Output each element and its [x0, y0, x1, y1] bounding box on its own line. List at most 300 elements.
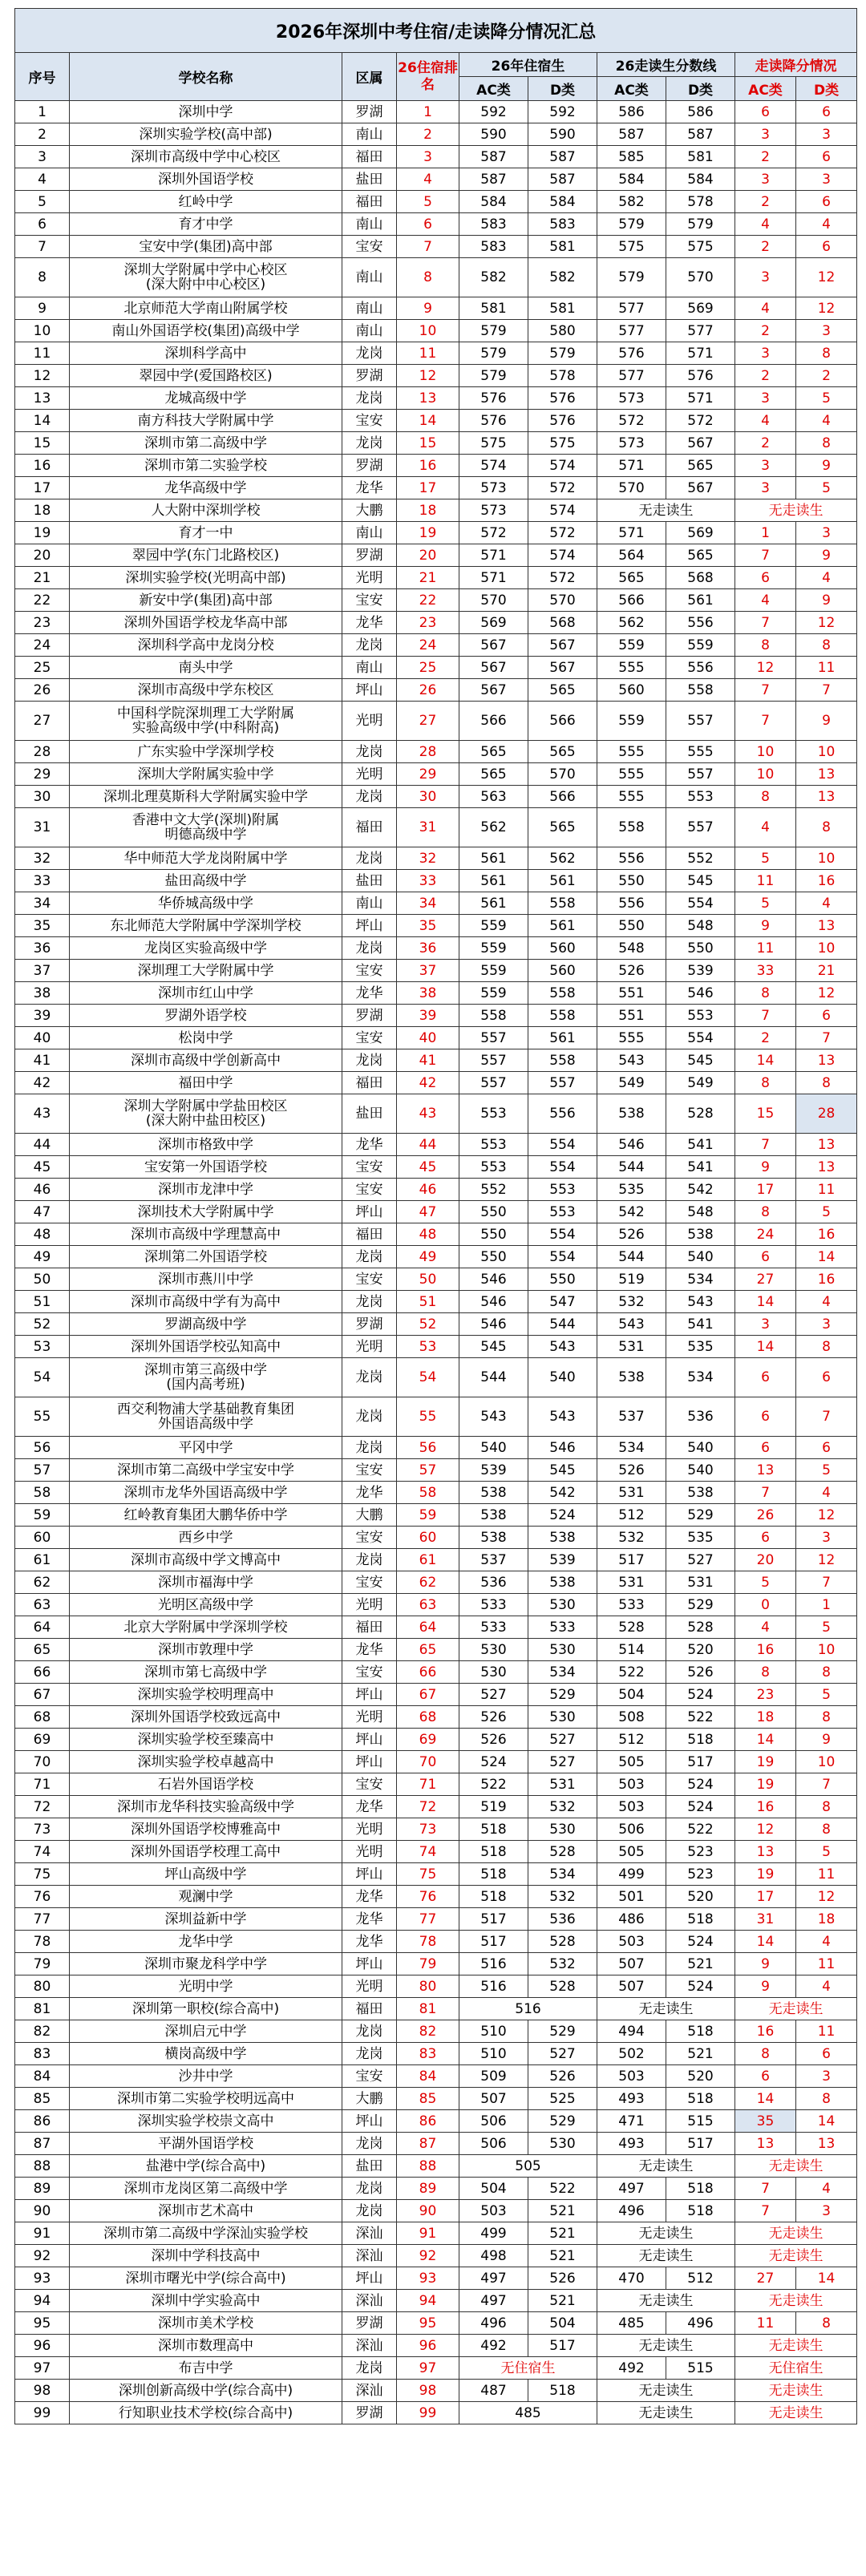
day-d: 496 — [666, 2312, 735, 2335]
day-d: 561 — [666, 589, 735, 612]
rank: 25 — [397, 657, 459, 679]
school-name: 深圳市敦理中学 — [70, 1639, 342, 1661]
school-name: 深圳实验学校至臻高中 — [70, 1729, 342, 1751]
diff-d: 4 — [796, 1975, 857, 1998]
boarding-d: 558 — [528, 982, 597, 1005]
school-name: 西乡中学 — [70, 1527, 342, 1549]
diff-d: 12 — [796, 297, 857, 320]
day-ac: 532 — [597, 1527, 666, 1549]
boarding-d: 554 — [528, 1134, 597, 1156]
diff-ac: 2 — [735, 1027, 796, 1049]
boarding-d: 528 — [528, 1931, 597, 1953]
day-d: 554 — [666, 1027, 735, 1049]
diff-ac: 3 — [735, 477, 796, 499]
school-name: 深圳市龙华科技实验高级中学 — [70, 1796, 342, 1818]
boarding-ac: 507 — [459, 2088, 528, 2110]
boarding-ac: 518 — [459, 1886, 528, 1908]
school-name: 深圳市格致中学 — [70, 1134, 342, 1156]
day-ac: 555 — [597, 657, 666, 679]
row-index: 47 — [15, 1201, 70, 1223]
day-d: 540 — [666, 1459, 735, 1482]
district: 宝安 — [342, 1571, 397, 1594]
table-row — [15, 567, 857, 589]
table-row — [15, 960, 857, 982]
school-name: 盐田高级中学 — [70, 870, 342, 892]
diff-ac: 6 — [735, 567, 796, 589]
day-ac: 526 — [597, 1459, 666, 1482]
boarding-ac: 506 — [459, 2110, 528, 2133]
boarding-d: 528 — [528, 1975, 597, 1998]
diff-ac: 6 — [735, 1397, 796, 1437]
diff-ac: 3 — [735, 258, 796, 297]
district: 龙岗 — [342, 2200, 397, 2222]
rank: 2 — [397, 123, 459, 146]
boarding-ac: 518 — [459, 1841, 528, 1863]
school-name: 中国科学院深圳理工大学附属 实验高级中学(中科附高) — [70, 702, 342, 741]
boarding-d: 546 — [528, 1437, 597, 1459]
row-index: 92 — [15, 2245, 70, 2267]
rank: 7 — [397, 236, 459, 258]
school-name: 深圳科学高中龙岗分校 — [70, 634, 342, 657]
day-ac: 550 — [597, 870, 666, 892]
boarding-ac: 506 — [459, 2133, 528, 2155]
district: 深汕 — [342, 2335, 397, 2357]
day-d: 565 — [666, 455, 735, 477]
rank: 55 — [397, 1397, 459, 1437]
diff-d: 13 — [796, 1156, 857, 1179]
diff-ac: 7 — [735, 2200, 796, 2222]
row-index: 40 — [15, 1027, 70, 1049]
boarding-ac: 553 — [459, 1134, 528, 1156]
diff-d: 10 — [796, 741, 857, 763]
table-row — [15, 455, 857, 477]
diff-d: 7 — [796, 1027, 857, 1049]
boarding-ac: 559 — [459, 982, 528, 1005]
school-name: 深圳市高级中学中心校区 — [70, 146, 342, 168]
rank: 95 — [397, 2312, 459, 2335]
boarding-ac: 509 — [459, 2065, 528, 2088]
school-name: 深圳外国语学校 — [70, 168, 342, 191]
diff-ac: 无走读生 — [735, 2335, 857, 2357]
diff-d: 8 — [796, 808, 857, 847]
row-index: 67 — [15, 1684, 70, 1706]
district: 龙华 — [342, 1886, 397, 1908]
rank: 5 — [397, 191, 459, 213]
boarding-ac: 510 — [459, 2020, 528, 2043]
row-index: 1 — [15, 101, 70, 123]
diff-d: 6 — [796, 2043, 857, 2065]
diff-d: 11 — [796, 1863, 857, 1886]
header-day-d: D类 — [666, 77, 735, 101]
day-d: 531 — [666, 1571, 735, 1594]
table-row — [15, 1931, 857, 1953]
table-row — [15, 634, 857, 657]
table-row — [15, 123, 857, 146]
boarding-ac: 559 — [459, 937, 528, 960]
table-row — [15, 763, 857, 786]
day-ac: 504 — [597, 1684, 666, 1706]
table-row — [15, 1684, 857, 1706]
day-d: 584 — [666, 168, 735, 191]
row-index: 31 — [15, 808, 70, 847]
district: 南山 — [342, 258, 397, 297]
day-ac: 507 — [597, 1975, 666, 1998]
boarding-d: 544 — [528, 1313, 597, 1336]
school-name: 福田中学 — [70, 1072, 342, 1094]
day-d: 569 — [666, 522, 735, 544]
school-name: 人大附中深圳学校 — [70, 499, 342, 522]
school-name: 深圳外国语学校理工高中 — [70, 1841, 342, 1863]
diff-ac: 无走读生 — [735, 2245, 857, 2267]
table-row — [15, 146, 857, 168]
boarding-ac: 496 — [459, 2312, 528, 2335]
district: 龙岗 — [342, 387, 397, 410]
row-index: 6 — [15, 213, 70, 236]
diff-ac: 3 — [735, 168, 796, 191]
day-d: 541 — [666, 1156, 735, 1179]
district: 坪山 — [342, 2110, 397, 2133]
boarding-d: 556 — [528, 1094, 597, 1134]
row-index: 72 — [15, 1796, 70, 1818]
day-d: 524 — [666, 1684, 735, 1706]
diff-d: 14 — [796, 2267, 857, 2290]
day-d: 568 — [666, 567, 735, 589]
rank: 58 — [397, 1482, 459, 1504]
district: 南山 — [342, 213, 397, 236]
rank: 96 — [397, 2335, 459, 2357]
diff-d: 3 — [796, 168, 857, 191]
diff-ac: 9 — [735, 1953, 796, 1975]
boarding-ac: 546 — [459, 1268, 528, 1291]
school-name: 华侨城高级中学 — [70, 892, 342, 915]
rank: 33 — [397, 870, 459, 892]
rank: 21 — [397, 567, 459, 589]
header-rank: 26住宿排名 — [397, 53, 459, 101]
boarding-ac: 543 — [459, 1397, 528, 1437]
school-name: 深圳益新中学 — [70, 1908, 342, 1931]
school-name: 深圳实验学校(光明高中部) — [70, 567, 342, 589]
day-ac: 549 — [597, 1072, 666, 1094]
district: 龙华 — [342, 1134, 397, 1156]
table-row — [15, 213, 857, 236]
school-name: 行知职业技术学校(综合高中) — [70, 2402, 342, 2424]
row-index: 93 — [15, 2267, 70, 2290]
rank: 61 — [397, 1549, 459, 1571]
boarding-d: 543 — [528, 1336, 597, 1358]
district: 宝安 — [342, 410, 397, 432]
boarding-ac: 497 — [459, 2290, 528, 2312]
boarding-ac: 565 — [459, 763, 528, 786]
table-row — [15, 1616, 857, 1639]
table-row — [15, 1313, 857, 1336]
row-index: 83 — [15, 2043, 70, 2065]
table-row — [15, 937, 857, 960]
table-row — [15, 1094, 857, 1134]
table-row — [15, 1437, 857, 1459]
school-name: 深圳大学附属实验中学 — [70, 763, 342, 786]
row-index: 9 — [15, 297, 70, 320]
rank: 29 — [397, 763, 459, 786]
boarding-d: 554 — [528, 1156, 597, 1179]
day-d: 578 — [666, 191, 735, 213]
rank: 82 — [397, 2020, 459, 2043]
diff-d: 13 — [796, 786, 857, 808]
district: 龙岗 — [342, 2020, 397, 2043]
diff-d: 7 — [796, 1773, 857, 1796]
school-name: 深圳外国语学校弘知高中 — [70, 1336, 342, 1358]
diff-ac: 2 — [735, 365, 796, 387]
day-d: 540 — [666, 1437, 735, 1459]
boarding-ac: 530 — [459, 1661, 528, 1684]
table-row — [15, 1005, 857, 1027]
header-day: 26走读生分数线 — [597, 53, 735, 77]
day-d: 535 — [666, 1527, 735, 1549]
boarding-ac: 544 — [459, 1358, 528, 1397]
rank: 28 — [397, 741, 459, 763]
district: 龙岗 — [342, 342, 397, 365]
row-index: 57 — [15, 1459, 70, 1482]
day-ac: 531 — [597, 1482, 666, 1504]
table-row — [15, 892, 857, 915]
day-d: 535 — [666, 1336, 735, 1358]
day-ac: 544 — [597, 1246, 666, 1268]
boarding-ac: 540 — [459, 1437, 528, 1459]
day-ac: 570 — [597, 477, 666, 499]
school-name: 深圳理工大学附属中学 — [70, 960, 342, 982]
day-ac: 499 — [597, 1863, 666, 1886]
boarding-ac: 517 — [459, 1931, 528, 1953]
header-school: 学校名称 — [70, 53, 342, 101]
school-name: 深圳实验学校(高中部) — [70, 123, 342, 146]
row-index: 41 — [15, 1049, 70, 1072]
school-name: 布吉中学 — [70, 2357, 342, 2380]
diff-ac: 14 — [735, 1336, 796, 1358]
day-d: 548 — [666, 1201, 735, 1223]
rank: 43 — [397, 1094, 459, 1134]
district: 龙岗 — [342, 2357, 397, 2380]
rank: 85 — [397, 2088, 459, 2110]
diff-ac: 14 — [735, 1291, 796, 1313]
row-index: 25 — [15, 657, 70, 679]
row-index: 52 — [15, 1313, 70, 1336]
table-body — [15, 101, 857, 2424]
row-index: 10 — [15, 320, 70, 342]
rank: 15 — [397, 432, 459, 455]
row-index: 90 — [15, 2200, 70, 2222]
diff-d: 16 — [796, 1223, 857, 1246]
boarding-ac: 561 — [459, 847, 528, 870]
boarding-d: 580 — [528, 320, 597, 342]
diff-d: 4 — [796, 1482, 857, 1504]
row-index: 21 — [15, 567, 70, 589]
school-name: 北京大学附属中学深圳学校 — [70, 1616, 342, 1639]
table-row — [15, 1336, 857, 1358]
boarding-d: 527 — [528, 1751, 597, 1773]
diff-d: 4 — [796, 892, 857, 915]
boarding-d: 543 — [528, 1397, 597, 1437]
row-index: 88 — [15, 2155, 70, 2178]
boarding-ac: 573 — [459, 499, 528, 522]
boarding-ac: 559 — [459, 960, 528, 982]
diff-ac: 6 — [735, 1437, 796, 1459]
district: 龙华 — [342, 612, 397, 634]
day-ac: 505 — [597, 1751, 666, 1773]
diff-d: 13 — [796, 1134, 857, 1156]
district: 龙华 — [342, 1908, 397, 1931]
table-row — [15, 1706, 857, 1729]
boarding-d: 558 — [528, 892, 597, 915]
rank: 53 — [397, 1336, 459, 1358]
boarding-d: 565 — [528, 741, 597, 763]
day-d: 565 — [666, 544, 735, 567]
rank: 93 — [397, 2267, 459, 2290]
district: 福田 — [342, 808, 397, 847]
district: 龙华 — [342, 1931, 397, 1953]
rank: 4 — [397, 168, 459, 191]
table-row — [15, 1549, 857, 1571]
diff-d: 4 — [796, 2178, 857, 2200]
school-name: 深圳启元中学 — [70, 2020, 342, 2043]
day-ac: 537 — [597, 1397, 666, 1437]
day-ac: 471 — [597, 2110, 666, 2133]
district: 坪山 — [342, 1863, 397, 1886]
row-index: 91 — [15, 2222, 70, 2245]
boarding-ac: 565 — [459, 741, 528, 763]
school-name: 深圳第一职校(综合高中) — [70, 1998, 342, 2020]
day-ac: 571 — [597, 522, 666, 544]
diff-ac: 7 — [735, 544, 796, 567]
day-ac: 496 — [597, 2200, 666, 2222]
rank: 79 — [397, 1953, 459, 1975]
boarding-ac: 492 — [459, 2335, 528, 2357]
school-name: 北京师范大学南山附属学校 — [70, 297, 342, 320]
diff-d: 8 — [796, 1336, 857, 1358]
boarding-ac: 579 — [459, 320, 528, 342]
school-name: 松岗中学 — [70, 1027, 342, 1049]
boarding-d: 534 — [528, 1863, 597, 1886]
boarding-ac: 538 — [459, 1482, 528, 1504]
school-name: 深圳大学附属中学盐田校区 (深大附中盐田校区) — [70, 1094, 342, 1134]
school-name: 深圳市红山中学 — [70, 982, 342, 1005]
district: 宝安 — [342, 1527, 397, 1549]
boarding-d: 530 — [528, 2133, 597, 2155]
boarding-ac: 516 — [459, 1953, 528, 1975]
row-index: 38 — [15, 982, 70, 1005]
school-name: 石岩外国语学校 — [70, 1773, 342, 1796]
diff-d: 3 — [796, 1527, 857, 1549]
row-index: 71 — [15, 1773, 70, 1796]
boarding-d: 565 — [528, 679, 597, 702]
day-d: 518 — [666, 2200, 735, 2222]
row-index: 84 — [15, 2065, 70, 2088]
school-name: 新安中学(集团)高中部 — [70, 589, 342, 612]
boarding-ac: 572 — [459, 522, 528, 544]
day-ac: 无走读生 — [597, 2155, 735, 2178]
day-ac: 587 — [597, 123, 666, 146]
boarding-ac: 562 — [459, 808, 528, 847]
day-d: 548 — [666, 915, 735, 937]
rank: 31 — [397, 808, 459, 847]
rank: 51 — [397, 1291, 459, 1313]
boarding-ac: 505 — [459, 2155, 597, 2178]
boarding-d: 572 — [528, 477, 597, 499]
boarding-ac: 569 — [459, 612, 528, 634]
day-d: 579 — [666, 213, 735, 236]
day-d: 570 — [666, 258, 735, 297]
district: 龙岗 — [342, 432, 397, 455]
diff-d: 3 — [796, 522, 857, 544]
row-index: 3 — [15, 146, 70, 168]
day-d: 522 — [666, 1818, 735, 1841]
school-name: 深圳市艺术高中 — [70, 2200, 342, 2222]
boarding-ac: 510 — [459, 2043, 528, 2065]
diff-d: 8 — [796, 1818, 857, 1841]
rank: 37 — [397, 960, 459, 982]
day-ac: 548 — [597, 937, 666, 960]
diff-ac: 8 — [735, 2043, 796, 2065]
school-name: 深圳市数理高中 — [70, 2335, 342, 2357]
boarding-ac: 527 — [459, 1684, 528, 1706]
school-name: 翠园中学(东门北路校区) — [70, 544, 342, 567]
diff-ac: 3 — [735, 123, 796, 146]
diff-ac: 9 — [735, 1975, 796, 1998]
boarding-ac: 571 — [459, 544, 528, 567]
day-d: 529 — [666, 1594, 735, 1616]
diff-d: 12 — [796, 1886, 857, 1908]
diff-d: 8 — [796, 1072, 857, 1094]
boarding-ac: 582 — [459, 258, 528, 297]
diff-ac: 2 — [735, 191, 796, 213]
day-d: 518 — [666, 2020, 735, 2043]
day-ac: 519 — [597, 1268, 666, 1291]
day-ac: 543 — [597, 1049, 666, 1072]
rank: 92 — [397, 2245, 459, 2267]
boarding-ac: 590 — [459, 123, 528, 146]
rank: 9 — [397, 297, 459, 320]
rank: 98 — [397, 2380, 459, 2402]
day-ac: 531 — [597, 1571, 666, 1594]
diff-ac: 4 — [735, 410, 796, 432]
boarding-ac: 579 — [459, 342, 528, 365]
diff-d: 12 — [796, 612, 857, 634]
table-row — [15, 2065, 857, 2088]
day-ac: 493 — [597, 2133, 666, 2155]
diff-d: 11 — [796, 657, 857, 679]
school-name: 育才一中 — [70, 522, 342, 544]
day-ac: 579 — [597, 213, 666, 236]
diff-d: 6 — [796, 146, 857, 168]
day-ac: 无走读生 — [597, 2245, 735, 2267]
day-d: 577 — [666, 320, 735, 342]
row-index: 39 — [15, 1005, 70, 1027]
boarding-ac: 575 — [459, 432, 528, 455]
boarding-ac: 533 — [459, 1594, 528, 1616]
row-index: 36 — [15, 937, 70, 960]
school-name: 深圳北理莫斯科大学附属实验中学 — [70, 786, 342, 808]
district: 龙华 — [342, 1639, 397, 1661]
day-ac: 无走读生 — [597, 2335, 735, 2357]
boarding-d: 583 — [528, 213, 597, 236]
diff-ac: 13 — [735, 1841, 796, 1863]
day-d: 520 — [666, 2065, 735, 2088]
diff-ac: 2 — [735, 320, 796, 342]
day-d: 528 — [666, 1616, 735, 1639]
day-d: 552 — [666, 847, 735, 870]
row-index: 86 — [15, 2110, 70, 2133]
row-index: 42 — [15, 1072, 70, 1094]
boarding-d: 590 — [528, 123, 597, 146]
district: 坪山 — [342, 1201, 397, 1223]
